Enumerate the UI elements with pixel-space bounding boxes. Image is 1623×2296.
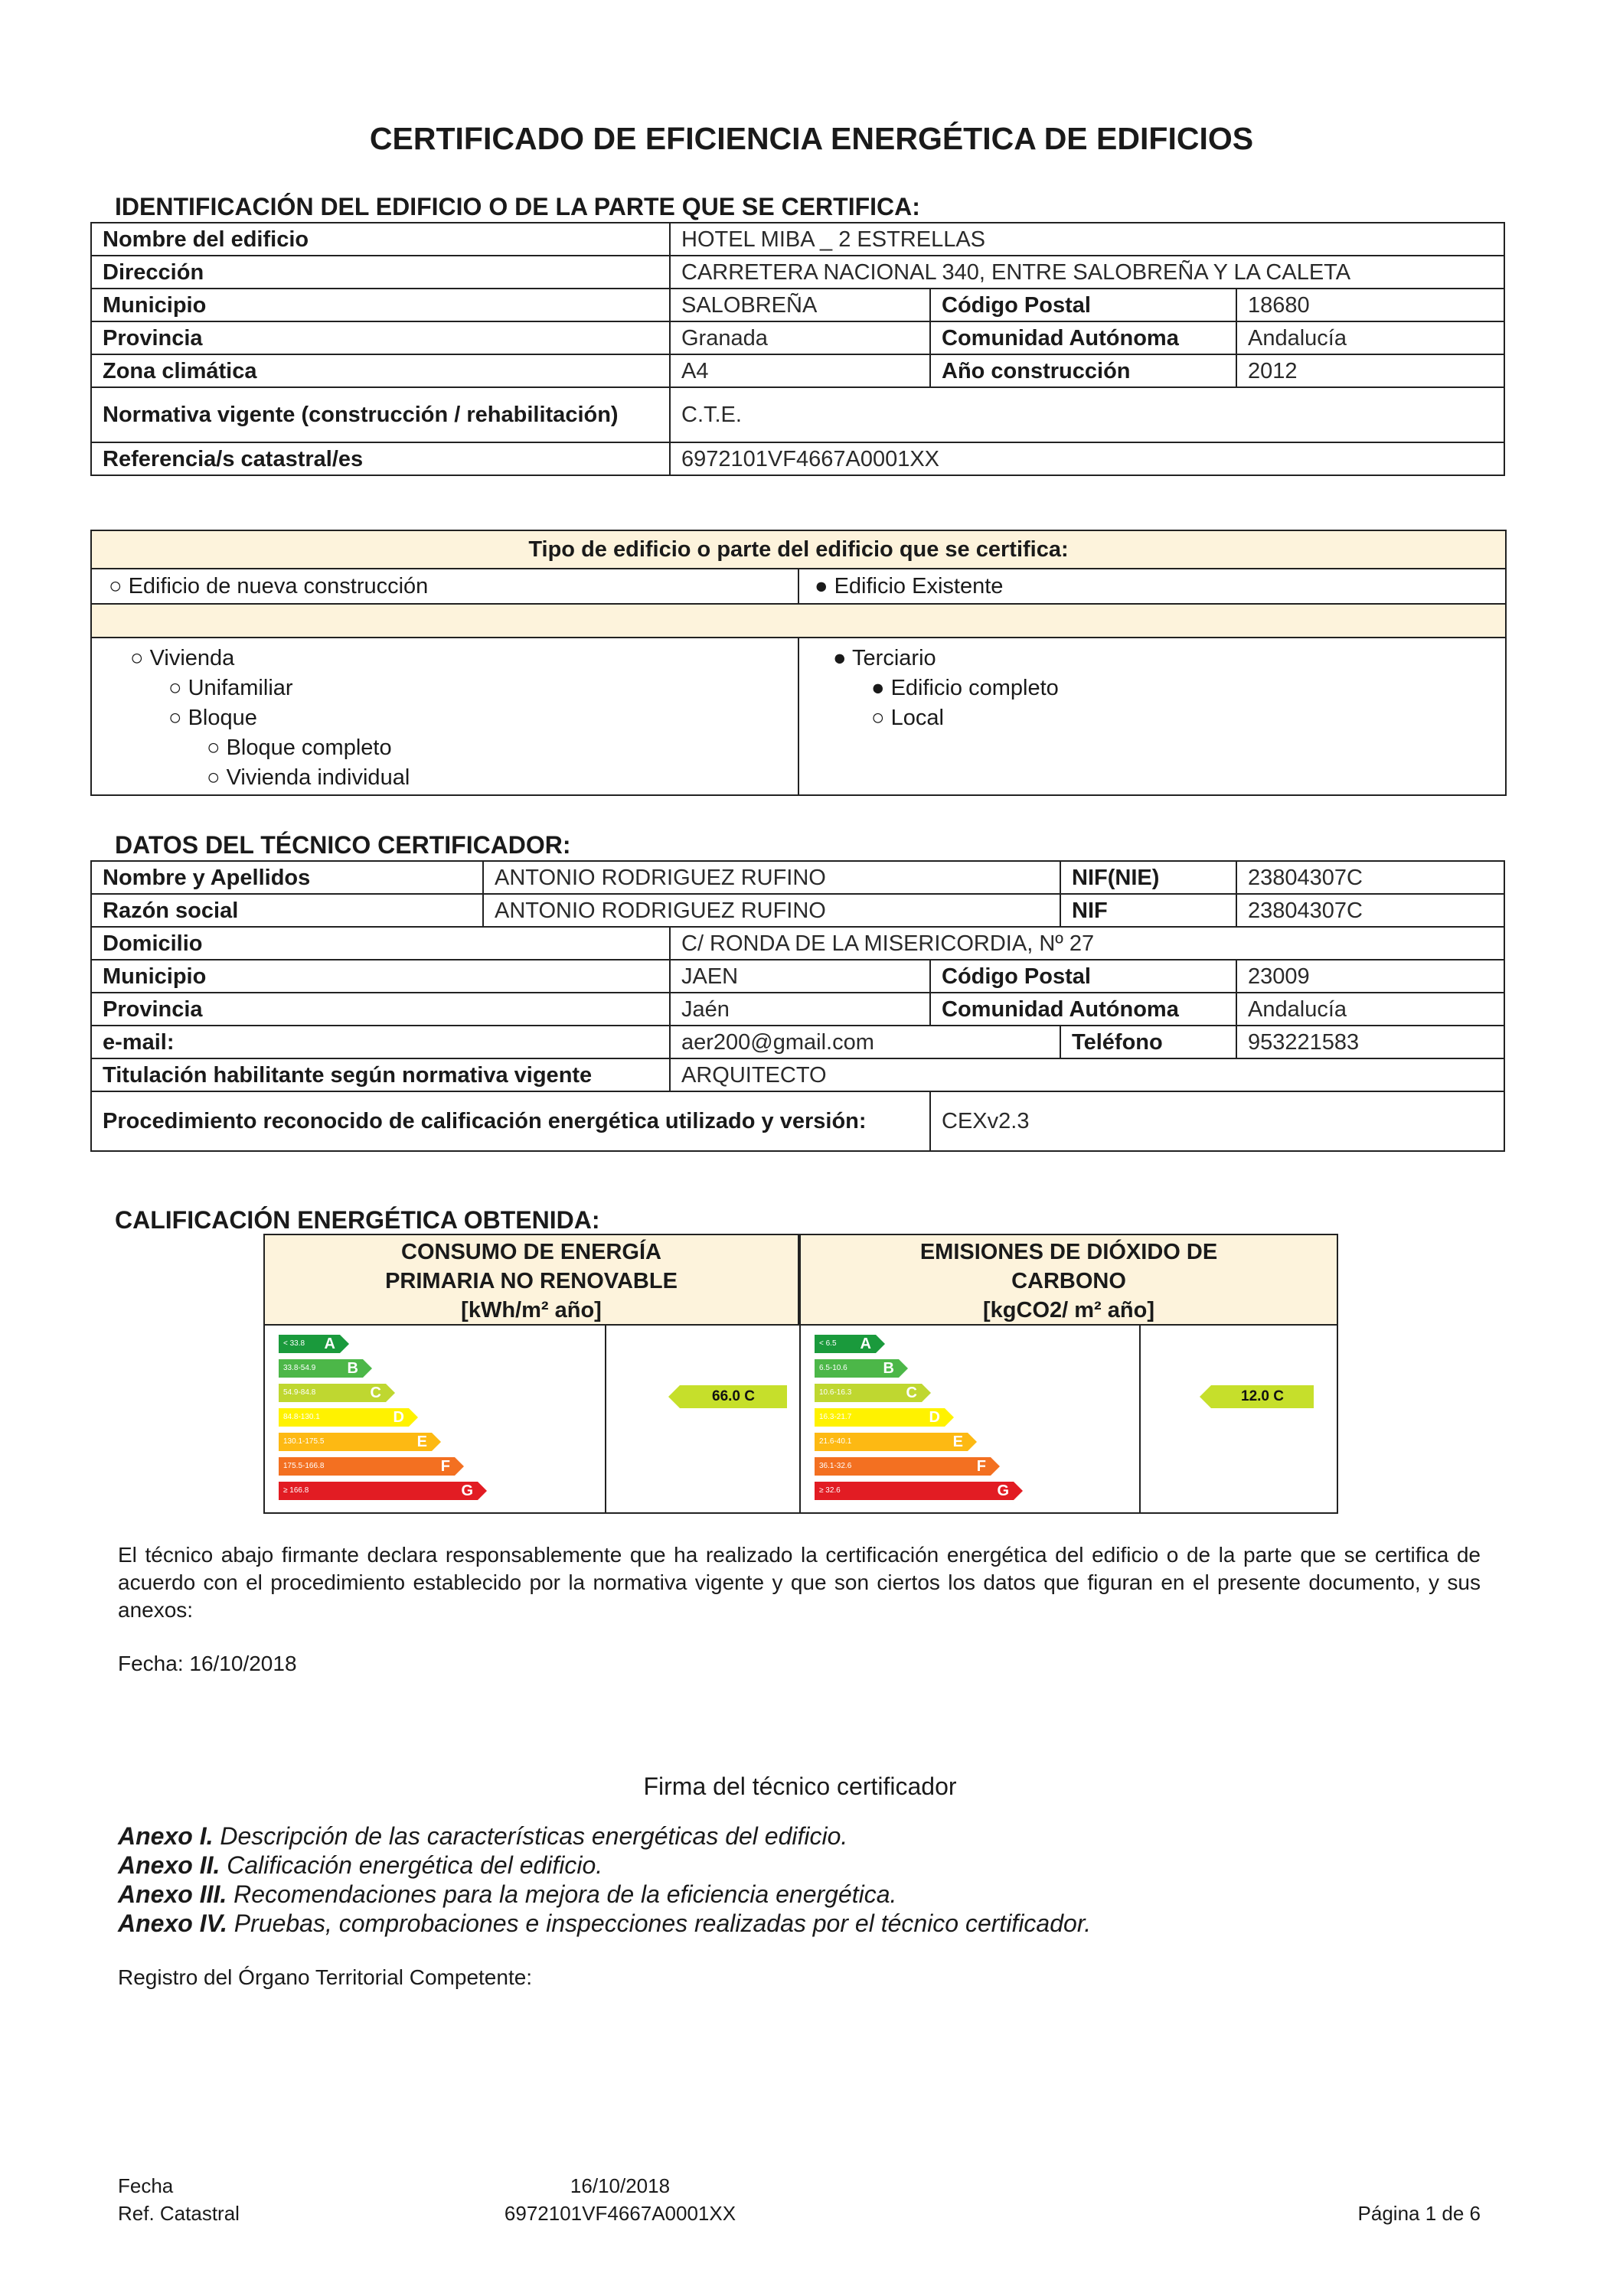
consumo-header bbox=[265, 1235, 799, 1324]
consumo-bar-d bbox=[279, 1408, 409, 1427]
consumo-result-arrow bbox=[680, 1385, 787, 1408]
emisiones-range-label: < 6.5 bbox=[819, 1339, 837, 1348]
consumo-letter: F bbox=[440, 1458, 450, 1475]
consumo-letter: D bbox=[393, 1409, 404, 1426]
field-label: Razón social bbox=[91, 894, 483, 927]
column-divider bbox=[798, 569, 799, 794]
consumo-scale bbox=[265, 1326, 605, 1512]
consumo-bar-f bbox=[279, 1457, 455, 1476]
home-address-value: C/ RONDA DE LA MISERICORDIA, Nº 27 bbox=[670, 927, 1504, 960]
emisiones-bar-e bbox=[815, 1433, 968, 1451]
construction-year-value: 2012 bbox=[1236, 354, 1504, 387]
building-type-heading: Tipo de edificio o parte del edificio que se certifica: bbox=[92, 531, 1505, 569]
emisiones-title-line2: CARBONO bbox=[1011, 1269, 1126, 1293]
emisiones-range-label: 10.6-16.3 bbox=[819, 1388, 852, 1397]
option-bloque: ○ Bloque bbox=[168, 706, 257, 730]
consumo-bar-a bbox=[279, 1335, 340, 1353]
footer-labels bbox=[118, 2172, 240, 2227]
business-name-value: ANTONIO RODRIGUEZ RUFINO bbox=[483, 894, 1060, 927]
procedure-value: CEXv2.3 bbox=[930, 1091, 1504, 1151]
table-row bbox=[91, 387, 1504, 442]
emisiones-bar-d bbox=[815, 1408, 945, 1427]
emisiones-letter: G bbox=[997, 1482, 1009, 1499]
emisiones-letter: F bbox=[976, 1458, 986, 1475]
field-label: Dirección bbox=[91, 256, 670, 289]
postal-code-value: 18680 bbox=[1236, 289, 1504, 321]
nif-value: 23804307C bbox=[1236, 894, 1504, 927]
option-unifamiliar: ○ Unifamiliar bbox=[168, 676, 293, 700]
list-item: Anexo III. Recomendaciones para la mejora de la eficiencia energética. bbox=[118, 1880, 897, 1908]
consumo-range-label: 54.9-84.8 bbox=[283, 1388, 316, 1397]
option-edificio-existente: ● Edificio Existente bbox=[815, 574, 1004, 598]
building-name-value: HOTEL MIBA _ 2 ESTRELLAS bbox=[670, 223, 1504, 256]
table-row bbox=[91, 1026, 1504, 1058]
emisiones-bar-a bbox=[815, 1335, 876, 1353]
qualification-value: ARQUITECTO bbox=[670, 1058, 1504, 1091]
emisiones-header bbox=[801, 1235, 1337, 1324]
emisiones-letter: B bbox=[883, 1360, 894, 1377]
signature-label: Firma del técnico certificador bbox=[643, 1773, 957, 1800]
consumo-letter: A bbox=[324, 1336, 335, 1352]
consumo-title-line1: CONSUMO DE ENERGÍA bbox=[401, 1240, 661, 1264]
consumo-range-label: 130.1-175.5 bbox=[283, 1437, 325, 1446]
field-label: Municipio bbox=[91, 289, 670, 321]
phone-value: 953221583 bbox=[1236, 1026, 1504, 1058]
emisiones-bar-f bbox=[815, 1457, 991, 1476]
table-row bbox=[91, 442, 1504, 475]
consumo-bar-b bbox=[279, 1359, 363, 1378]
field-label: Comunidad Autónoma bbox=[930, 993, 1236, 1026]
list-item: Anexo I. Descripción de las características energéticas del edificio. bbox=[118, 1822, 848, 1850]
option-bloque-completo: ○ Bloque completo bbox=[207, 735, 392, 760]
calificacion-heading: CALIFICACIÓN ENERGÉTICA OBTENIDA: bbox=[115, 1206, 600, 1234]
annex-list bbox=[118, 1821, 1091, 1938]
emisiones-letter: A bbox=[860, 1336, 871, 1352]
tecnico-table bbox=[90, 860, 1505, 1152]
option-local: ○ Local bbox=[871, 706, 944, 730]
technician-municipality-value: JAEN bbox=[670, 960, 930, 993]
consumo-range-label: < 33.8 bbox=[283, 1339, 305, 1348]
table-row bbox=[91, 256, 1504, 289]
footer-ref-label: Ref. Catastral bbox=[118, 2202, 240, 2225]
emisiones-letter: C bbox=[906, 1384, 917, 1401]
footer-ref: 6972101VF4667A0001XX bbox=[504, 2202, 736, 2225]
option-edificio-completo: ● Edificio completo bbox=[871, 676, 1059, 700]
consumo-title-line2: PRIMARIA NO RENOVABLE bbox=[385, 1269, 678, 1293]
document-title: CERTIFICADO DE EFICIENCIA ENERGÉTICA DE EDIFICIOS bbox=[369, 121, 1254, 156]
emisiones-scale bbox=[801, 1326, 1139, 1512]
consumo-bar-e bbox=[279, 1433, 432, 1451]
emisiones-title-line1: EMISIONES DE DIÓXIDO DE bbox=[919, 1240, 1218, 1264]
address-value: CARRETERA NACIONAL 340, ENTRE SALOBREÑA Y LA CALETA bbox=[670, 256, 1504, 289]
technician-region-value: Andalucía bbox=[1236, 993, 1504, 1026]
option-vivienda-individual: ○ Vivienda individual bbox=[207, 765, 410, 790]
consumo-range-label: 84.8-130.1 bbox=[283, 1413, 320, 1421]
emisiones-unit: [kgCO2/ m² año] bbox=[983, 1298, 1154, 1322]
cadastral-ref-value: 6972101VF4667A0001XX bbox=[670, 442, 1504, 475]
option-nueva-construccion: ○ Edificio de nueva construcción bbox=[109, 574, 429, 598]
regulation-value: C.T.E. bbox=[670, 387, 1504, 442]
identificacion-table bbox=[90, 222, 1505, 476]
consumo-letter: G bbox=[461, 1482, 473, 1499]
consumo-letter: E bbox=[416, 1433, 427, 1450]
emisiones-range-label: 36.1-32.6 bbox=[819, 1462, 852, 1470]
consumo-range-label: ≥ 166.8 bbox=[283, 1486, 309, 1495]
consumo-bar-c bbox=[279, 1384, 386, 1402]
climate-zone-value: A4 bbox=[670, 354, 930, 387]
emisiones-range-label: 16.3-21.7 bbox=[819, 1413, 852, 1421]
field-label: Zona climática bbox=[91, 354, 670, 387]
table-row bbox=[91, 1091, 1504, 1151]
field-label: Referencia/s catastral/es bbox=[91, 442, 670, 475]
declaration-paragraph: El técnico abajo firmante declara responsablemente que ha realizado la certificación energética del edificio o de la parte que se certifica de acuerdo con el procedimiento establecido por la normativa vigente y que son ciertos los datos que figuran en el presente documento, y sus anexos: bbox=[118, 1543, 1481, 1622]
emisiones-letter: D bbox=[929, 1409, 940, 1426]
field-label: Provincia bbox=[91, 993, 670, 1026]
table-row bbox=[91, 354, 1504, 387]
emisiones-range-label: 21.6-40.1 bbox=[819, 1437, 852, 1446]
field-label: Teléfono bbox=[1060, 1026, 1236, 1058]
consumo-bar-g bbox=[279, 1482, 478, 1500]
field-label: Procedimiento reconocido de calificación energética utilizado y versión: bbox=[91, 1091, 930, 1151]
table-row bbox=[91, 960, 1504, 993]
field-label: Nombre y Apellidos bbox=[91, 861, 483, 894]
footer-date-label: Fecha bbox=[118, 2174, 174, 2197]
table-row bbox=[91, 223, 1504, 256]
consumo-range-label: 33.8-54.9 bbox=[283, 1364, 316, 1372]
emisiones-letter: E bbox=[952, 1433, 963, 1450]
field-label: Municipio bbox=[91, 960, 670, 993]
emisiones-result-arrow bbox=[1211, 1385, 1314, 1408]
field-label: Año construcción bbox=[930, 354, 1236, 387]
table-row bbox=[91, 289, 1504, 321]
field-label: Código Postal bbox=[930, 960, 1236, 993]
emisiones-bar-g bbox=[815, 1482, 1014, 1500]
field-label: Provincia bbox=[91, 321, 670, 354]
list-item: Anexo IV. Pruebas, comprobaciones e inspecciones realizadas por el técnico certificador. bbox=[118, 1910, 1092, 1937]
field-label: NIF(NIE) bbox=[1060, 861, 1236, 894]
technician-postal-code-value: 23009 bbox=[1236, 960, 1504, 993]
emisiones-bar-b bbox=[815, 1359, 899, 1378]
emisiones-result-label: 12.0 C bbox=[1241, 1388, 1284, 1404]
identificacion-heading: IDENTIFICACIÓN DEL EDIFICIO O DE LA PARTE QUE SE CERTIFICA: bbox=[115, 193, 920, 220]
field-label: Domicilio bbox=[91, 927, 670, 960]
municipality-value: SALOBREÑA bbox=[670, 289, 930, 321]
field-label: NIF bbox=[1060, 894, 1236, 927]
emisiones-range-label: ≥ 32.6 bbox=[819, 1486, 841, 1495]
consumo-letter: B bbox=[347, 1360, 358, 1377]
consumo-result-label: 66.0 C bbox=[712, 1388, 755, 1404]
page-number: Página 1 de 6 bbox=[1357, 2202, 1481, 2225]
footer-date: 16/10/2018 bbox=[570, 2174, 671, 2197]
emisiones-range-label: 6.5-10.6 bbox=[819, 1364, 847, 1372]
nif-nie-value: 23804307C bbox=[1236, 861, 1504, 894]
consumo-letter: C bbox=[370, 1384, 381, 1401]
table-row bbox=[91, 927, 1504, 960]
technician-name-value: ANTONIO RODRIGUEZ RUFINO bbox=[483, 861, 1060, 894]
signature-date: Fecha: 16/10/2018 bbox=[118, 1652, 297, 1675]
table-row bbox=[91, 1058, 1504, 1091]
table-row bbox=[91, 894, 1504, 927]
energy-rating-box bbox=[263, 1234, 1338, 1514]
field-label: Titulación habilitante según normativa vigente bbox=[91, 1058, 670, 1091]
option-vivienda: ○ Vivienda bbox=[130, 646, 235, 670]
consumo-unit: [kWh/m² año] bbox=[461, 1298, 602, 1322]
emisiones-bar-c bbox=[815, 1384, 922, 1402]
table-row bbox=[91, 861, 1504, 894]
email-value: aer200@gmail.com bbox=[670, 1026, 1060, 1058]
field-label: e-mail: bbox=[91, 1026, 670, 1058]
province-value: Granada bbox=[670, 321, 930, 354]
building-type-box bbox=[90, 530, 1507, 796]
list-item: Anexo II. Calificación energética del edificio. bbox=[118, 1851, 603, 1879]
region-value: Andalucía bbox=[1236, 321, 1504, 354]
consumo-range-label: 175.5-166.8 bbox=[283, 1462, 325, 1470]
footer-values bbox=[498, 2172, 743, 2227]
field-label: Nombre del edificio bbox=[91, 223, 670, 256]
field-label: Comunidad Autónoma bbox=[930, 321, 1236, 354]
option-terciario: ● Terciario bbox=[833, 646, 936, 670]
field-label: Normativa vigente (construcción / rehabilitación) bbox=[91, 387, 670, 442]
table-row bbox=[91, 321, 1504, 354]
table-row bbox=[91, 993, 1504, 1026]
registry-label: Registro del Órgano Territorial Competente: bbox=[118, 1965, 533, 1989]
technician-province-value: Jaén bbox=[670, 993, 930, 1026]
tecnico-heading: DATOS DEL TÉCNICO CERTIFICADOR: bbox=[115, 831, 571, 859]
field-label: Código Postal bbox=[930, 289, 1236, 321]
